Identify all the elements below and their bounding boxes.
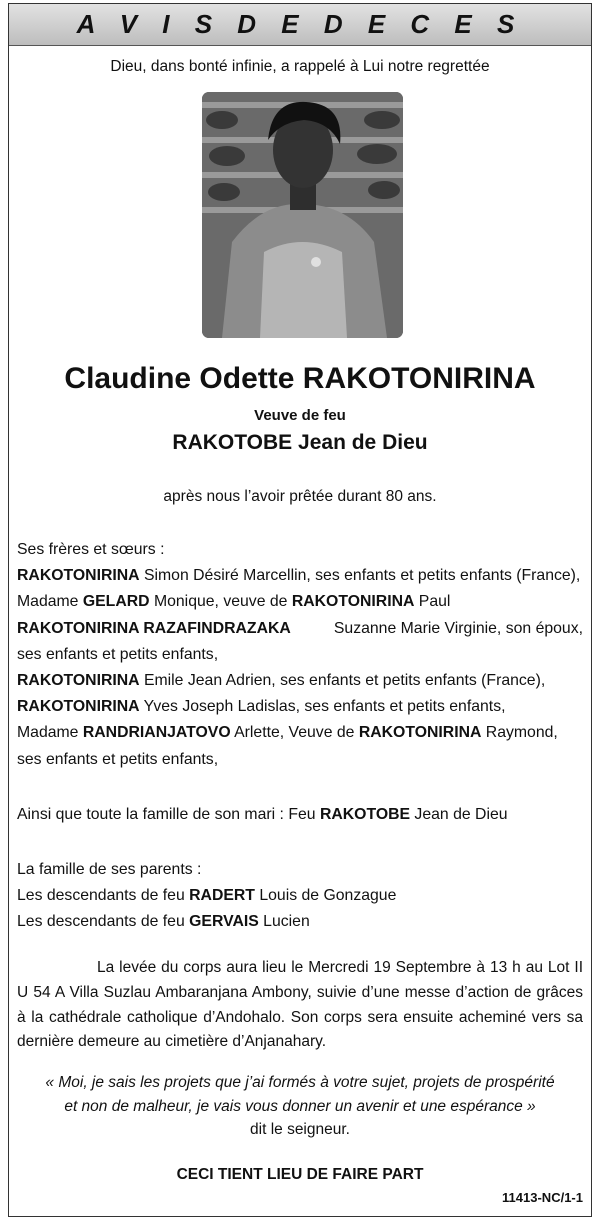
sibling-line-5: RAKOTONIRINA Emile Jean Adrien, ses enfants et petits enfants (France), (17, 672, 546, 690)
parents-line-1: Les descendants de feu RADERT Louis de Gonzague (17, 887, 397, 905)
faire-part-notice: CECI TIENT LIEU DE FAIRE PART (176, 1166, 424, 1183)
sibling-line-8: ses enfants et petits enfants, (17, 750, 219, 768)
age-line: après nous l’avoir prêtée durant 80 ans. (163, 488, 437, 505)
parents-heading: La famille de ses parents : (17, 861, 202, 878)
portrait-image (202, 92, 403, 338)
ceremony-paragraph: La levée du corps aura lieu le Mercredi 19 Septembre à 13 h au Lot II U 54 A Villa Suzlau Ambaranjana Ambony, suivie d’une messe d’action de grâces à la cathédrale catholique d’Andohalo. Son corps sera ensuite acheminé vers sa dernière demeure au cimetière d’Anjanahary. (17, 959, 583, 1051)
notice-header: A V I S D E D E C E S (9, 4, 591, 46)
sibling-line-3: RAKOTONIRINA RAZAFINDRAZAKA Suzanne Marie Virginie, son époux, (17, 619, 583, 637)
bible-quote (17, 1071, 583, 1142)
quote-line-3: dit le seigneur. (250, 1121, 350, 1138)
sibling-line-6: RAKOTONIRINA Yves Joseph Ladislas, ses enfants et petits enfants, (17, 698, 506, 716)
quote-line-1: « Moi, je sais les projets que j’ai formés à votre sujet, projets de prospérité (45, 1074, 555, 1091)
husband-name: RAKOTOBE Jean de Dieu (172, 431, 428, 454)
notice-frame (8, 3, 592, 1217)
siblings-heading: Ses frères et sœurs : (17, 541, 165, 558)
sibling-line-1: RAKOTONIRINA Simon Désiré Marcellin, ses enfants et petits enfants (France), (17, 567, 581, 585)
husband-family-line: Ainsi que toute la famille de son mari : Feu RAKOTOBE Jean de Dieu (17, 806, 508, 823)
widow-of-label: Veuve de feu (254, 407, 346, 424)
reference-code: 11413-NC/1-1 (502, 1190, 583, 1205)
portrait-photo (202, 92, 403, 338)
parents-line-2: Les descendants de feu GERVAIS Lucien (17, 913, 310, 931)
sibling-line-2: Madame GELARD Monique, veuve de RAKOTONIRINA Paul (17, 593, 451, 611)
sibling-line-4: ses enfants et petits enfants, (17, 645, 219, 663)
intro-text: Dieu, dans bonté infinie, a rappelé à Lui notre regrettée (110, 58, 490, 75)
sibling-line-7: Madame RANDRIANJATOVO Arlette, Veuve de RAKOTONIRINA Raymond, (17, 724, 558, 742)
deceased-name: Claudine Odette RAKOTONIRINA (64, 362, 536, 395)
quote-line-2: et non de malheur, je vais vous donner un avenir et une espérance » (64, 1097, 536, 1115)
parents-section (17, 857, 583, 936)
siblings-section (17, 537, 583, 773)
